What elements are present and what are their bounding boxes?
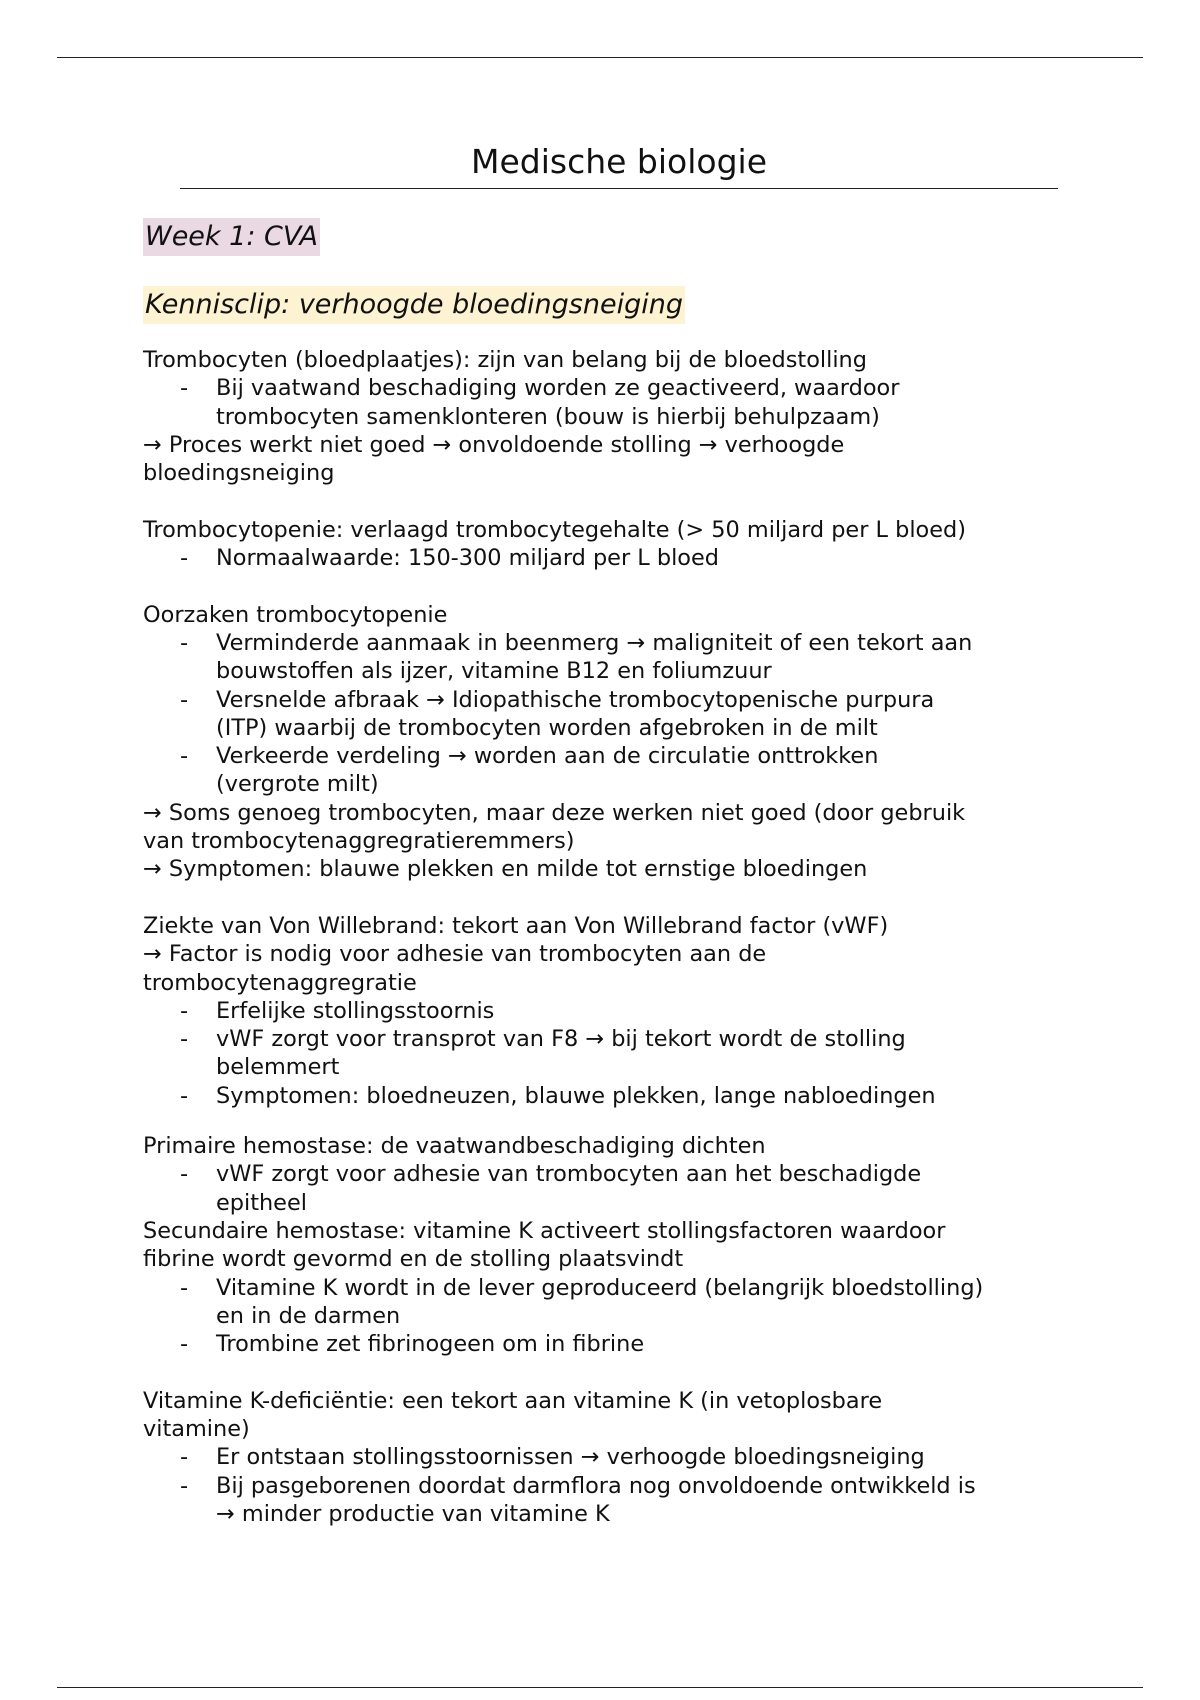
kennisclip-heading: Kennisclip: verhoogde bloedingsneiging bbox=[143, 286, 685, 324]
list-item-line: en in de darmen bbox=[216, 1302, 401, 1329]
list-item-line: - Verminderde aanmaak in beenmerg → maligniteit of een tekort aan bbox=[216, 629, 973, 656]
list-item-line: - Er ontstaan stollingsstoornissen → verhoogde bloedingsneiging bbox=[216, 1444, 925, 1471]
list-item-line: - Normaalwaarde: 150-300 miljard per L bloed bbox=[216, 545, 719, 572]
paragraph-line: trombocytenaggregratie bbox=[143, 969, 417, 996]
list-item-line: → minder productie van vitamine K bbox=[216, 1500, 610, 1527]
list-item-line: - Symptomen: bloedneuzen, blauwe plekken, lange nabloedingen bbox=[216, 1082, 936, 1109]
paragraph-line: → Factor is nodig voor adhesie van trombocyten aan de bbox=[143, 941, 767, 968]
list-item bbox=[143, 1443, 1143, 1471]
list-item-line: - Trombine zet fibrinogeen om in fibrine bbox=[216, 1331, 645, 1358]
paragraph-line: vitamine) bbox=[143, 1415, 250, 1442]
list-item-line: trombocyten samenklonteren (bouw is hierbij behulpzaam) bbox=[216, 403, 880, 430]
week-heading: Week 1: CVA bbox=[143, 218, 320, 256]
paragraph: Primaire hemostase: de vaatwandbeschadiging dichten bbox=[143, 1133, 766, 1160]
list-item-line: epitheel bbox=[216, 1189, 307, 1216]
list-item bbox=[143, 1274, 1143, 1331]
list-item-line: - vWF zorgt voor adhesie van trombocyten aan het beschadigde bbox=[216, 1161, 922, 1188]
list-item-line: (vergrote milt) bbox=[216, 771, 379, 798]
list-item-line: (ITP) waarbij de trombocyten worden afgebroken in de milt bbox=[216, 714, 878, 741]
list-item-line: - Vitamine K wordt in de lever geproduceerd (belangrijk bloedstolling) bbox=[216, 1274, 984, 1301]
list-item bbox=[143, 1082, 1143, 1110]
section-oorzaken bbox=[143, 601, 1143, 884]
list-item bbox=[143, 374, 1143, 431]
list-item-line: bouwstoffen als ijzer, vitamine B12 en foliumzuur bbox=[216, 658, 772, 685]
header-rule bbox=[57, 57, 1143, 58]
page-title: Medische biologie bbox=[180, 140, 1058, 189]
list-item bbox=[143, 1330, 1143, 1358]
list-item bbox=[143, 742, 1143, 799]
paragraph: Ziekte van Von Willebrand: tekort aan Von Willebrand factor (vWF) bbox=[143, 912, 889, 939]
list-item bbox=[143, 629, 1143, 686]
document-body bbox=[143, 346, 1143, 1528]
list-item-line: - Bij vaatwand beschadiging worden ze geactiveerd, waardoor bbox=[216, 375, 900, 402]
list-item-line: - Bij pasgeborenen doordat darmflora nog onvoldoende ontwikkeld is bbox=[216, 1472, 976, 1499]
paragraph-line: → Proces werkt niet goed → onvoldoende stolling → verhoogde bbox=[143, 431, 845, 458]
list-item bbox=[143, 997, 1143, 1025]
list-item bbox=[143, 1160, 1143, 1217]
footer-rule bbox=[57, 1687, 1143, 1688]
list-item bbox=[143, 1025, 1143, 1082]
list-item bbox=[143, 544, 1143, 572]
list-item-line: - vWF zorgt voor transprot van F8 → bij tekort wordt de stolling bbox=[216, 1026, 906, 1053]
paragraph: Trombocyten (bloedplaatjes): zijn van belang bij de bloedstolling bbox=[143, 347, 867, 373]
section-von-willebrand bbox=[143, 912, 1143, 1110]
list-item bbox=[143, 1472, 1143, 1529]
paragraph: Oorzaken trombocytopenie bbox=[143, 601, 448, 628]
section-vitamine-k-deficientie bbox=[143, 1387, 1143, 1528]
list-item-line: - Versnelde afbraak → Idiopathische trombocytopenische purpura bbox=[216, 686, 935, 713]
paragraph-line: Secundaire hemostase: vitamine K activeert stollingsfactoren waardoor bbox=[143, 1217, 946, 1244]
paragraph-line: bloedingsneiging bbox=[143, 460, 335, 487]
section-trombocyten bbox=[143, 346, 1143, 487]
paragraph: Trombocytopenie: verlaagd trombocytegehalte (> 50 miljard per L bloed) bbox=[143, 516, 966, 543]
paragraph-line: → Symptomen: blauwe plekken en milde tot ernstige bloedingen bbox=[143, 856, 868, 883]
section-trombocytopenie bbox=[143, 516, 1143, 573]
list-item-line: belemmert bbox=[216, 1054, 340, 1081]
list-item-line: - Verkeerde verdeling → worden aan de circulatie onttrokken bbox=[216, 743, 879, 770]
list-item-line: - Erfelijke stollingsstoornis bbox=[216, 997, 495, 1024]
paragraph-line: → Soms genoeg trombocyten, maar deze werken niet goed (door gebruik bbox=[143, 799, 966, 826]
section-hemostase bbox=[143, 1132, 1143, 1358]
paragraph-line: van trombocytenaggregratieremmers) bbox=[143, 828, 575, 855]
list-item bbox=[143, 686, 1143, 743]
paragraph-line: Vitamine K-deficiëntie: een tekort aan vitamine K (in vetoplosbare bbox=[143, 1387, 883, 1414]
paragraph-line: fibrine wordt gevormd en de stolling plaatsvindt bbox=[143, 1246, 684, 1273]
